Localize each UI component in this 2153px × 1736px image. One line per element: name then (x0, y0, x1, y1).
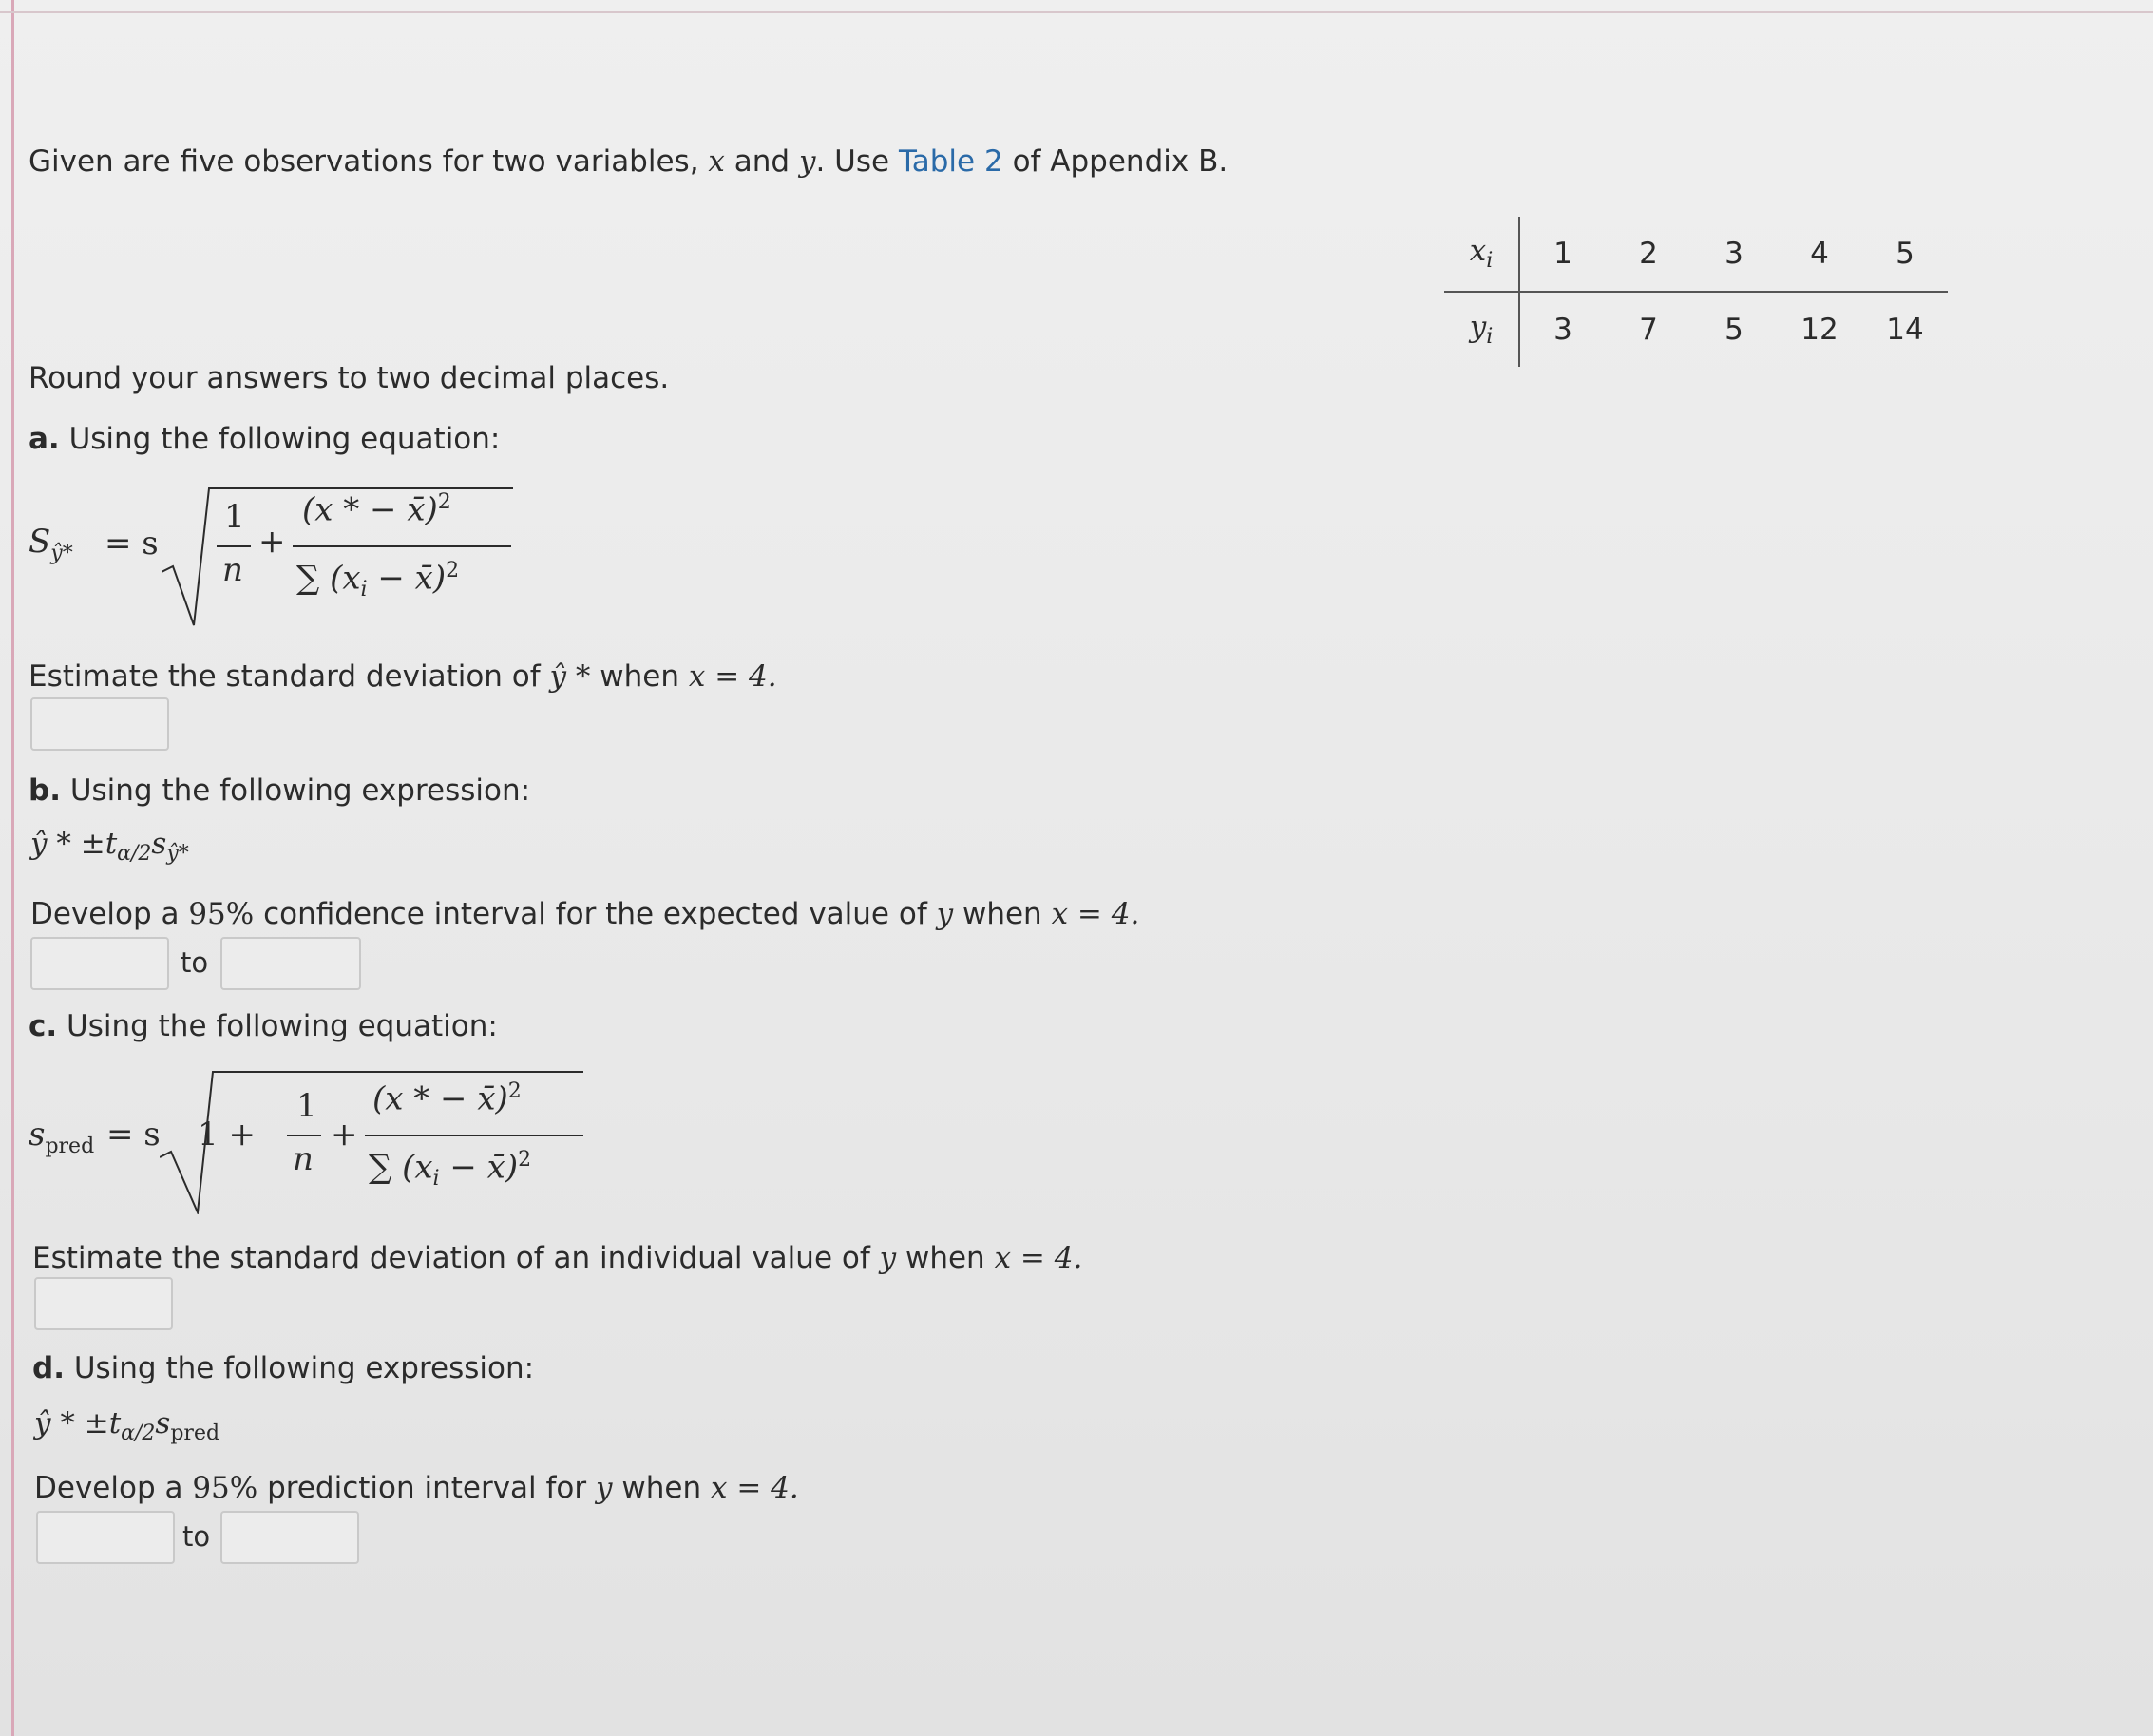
part-b-prompt: Develop a 95% confidence interval for the expected value of y when x = 4. (30, 897, 1140, 931)
part-b-expression: ŷ * $\pm t_{\alpha/2}s_{ŷ*}$ (30, 827, 189, 867)
answer-c-input[interactable] (34, 1277, 173, 1330)
part-c-heading-text: Using the following equation: (67, 1009, 498, 1043)
table-cell: 14 (1886, 313, 1924, 347)
table-cell: 5 (1862, 217, 1948, 292)
to-label-b: to (181, 946, 209, 979)
round-instruction: Round your answers to two decimal places. (29, 361, 670, 395)
part-b-heading (29, 773, 530, 809)
table-row-x (1444, 217, 1948, 292)
intro-y: y (798, 144, 816, 179)
part-c-heading (29, 1009, 498, 1044)
fraction-bar-main-c (365, 1135, 583, 1136)
formula-a-eq: = s (105, 525, 159, 563)
formula-c-one: 1 (296, 1087, 317, 1125)
answer-d-upper-input[interactable] (220, 1511, 359, 1564)
observations-table (1444, 217, 1948, 367)
part-d-heading-text: Using the following expression: (73, 1351, 535, 1385)
table-cell: 7 (1639, 313, 1658, 347)
formula-c-plus: + (331, 1116, 358, 1154)
part-a-prompt: Estimate the standard deviation of ŷ * when x = 4. (29, 659, 777, 694)
table-cell: 4 (1777, 217, 1862, 292)
intro-x: x (708, 144, 725, 179)
part-a-letter: a. (29, 422, 60, 456)
formula-c-lead: 1 + (198, 1116, 256, 1154)
table-2-link[interactable]: Table 2 (898, 144, 1003, 179)
x-header: $x_i$ (1444, 217, 1519, 292)
formula-a-numerator: (x * − x̄)$^2$ (302, 490, 451, 529)
part-b-heading-text: Using the following expression: (69, 773, 531, 808)
part-d-prompt: Develop a 95% prediction interval for y when x = 4. (34, 1471, 799, 1505)
fraction-bar-main-a (293, 545, 511, 547)
part-a-heading-text: Using the following equation: (68, 422, 501, 456)
part-a-heading (29, 422, 500, 457)
formula-a (29, 485, 504, 627)
page-left-border (11, 0, 14, 1736)
part-c-prompt: Estimate the standard deviation of an individual value of y when x = 4. (32, 1241, 1083, 1275)
part-d-expression: ŷ * $\pm t_{\alpha/2}s_{pred}$ (34, 1406, 220, 1446)
intro-and: and (734, 144, 791, 179)
table-cell: 1 (1519, 217, 1606, 292)
formula-c-lhs: $s_{pred}$ (29, 1116, 95, 1158)
table-cell: 5 (1724, 313, 1743, 347)
formula-a-n: n (222, 551, 243, 589)
fraction-bar-1n-c (287, 1135, 321, 1136)
formula-c-numerator: (x * − x̄)$^2$ (372, 1079, 522, 1118)
intro-text: Given are five observations for two variables, (29, 144, 699, 179)
to-label-d: to (182, 1520, 211, 1553)
table-cell: 3 (1553, 313, 1572, 347)
page-top-border (0, 11, 2153, 13)
y-header: $y_i$ (1444, 292, 1519, 367)
answer-a-input[interactable] (30, 697, 169, 751)
formula-a-denominator: ∑ ($x_i$ − x̄)$^2$ (296, 559, 460, 602)
answer-b-upper-input[interactable] (220, 937, 361, 990)
formula-c-denominator: ∑ ($x_i$ − x̄)$^2$ (369, 1148, 532, 1192)
formula-c (29, 1062, 580, 1214)
table-row-y (1444, 292, 1948, 367)
intro-use: . Use (815, 144, 890, 179)
formula-a-plus: + (258, 523, 286, 561)
answer-b-lower-input[interactable] (30, 937, 169, 990)
table-cell: 12 (1801, 313, 1839, 347)
fraction-bar-1n (217, 545, 251, 547)
answer-d-lower-input[interactable] (36, 1511, 175, 1564)
part-b-letter: b. (29, 773, 61, 808)
intro-end: of Appendix B. (1012, 144, 1229, 179)
part-d-heading (32, 1351, 534, 1386)
part-d-letter: d. (32, 1351, 65, 1385)
part-c-letter: c. (29, 1009, 58, 1043)
question-intro (29, 144, 1228, 180)
formula-c-n: n (293, 1140, 314, 1178)
table-cell: 3 (1691, 217, 1777, 292)
formula-a-lhs: $S_{ŷ*}$ (29, 523, 73, 565)
table-cell: 2 (1606, 217, 1691, 292)
formula-a-one: 1 (224, 498, 245, 536)
formula-c-eq: = s (106, 1116, 161, 1154)
